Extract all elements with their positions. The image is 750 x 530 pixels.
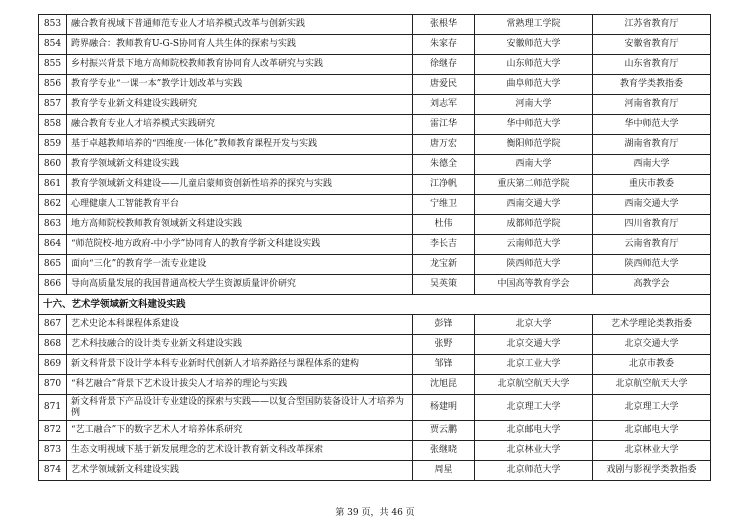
table-row xyxy=(39,335,711,355)
recommending-unit: 高教学会 xyxy=(593,275,711,295)
host-institution: 中国高等教育学会 xyxy=(475,275,593,295)
table-row xyxy=(39,461,711,481)
project-number: 872 xyxy=(39,421,67,441)
project-leader: 邹锋 xyxy=(413,355,475,375)
project-number: 861 xyxy=(39,175,67,195)
project-number: 859 xyxy=(39,135,67,155)
recommending-unit: 戏剧与影视学类教指委 xyxy=(593,461,711,481)
table-row xyxy=(39,195,711,215)
recommending-unit: 江苏省教育厅 xyxy=(593,15,711,35)
project-title: 教育学专业新文科建设实践研究 xyxy=(67,95,413,115)
project-title: 融合教育专业人才培养模式实践研究 xyxy=(67,115,413,135)
project-number: 856 xyxy=(39,75,67,95)
table-row xyxy=(39,135,711,155)
project-leader: 李长吉 xyxy=(413,235,475,255)
project-number: 854 xyxy=(39,35,67,55)
project-number: 865 xyxy=(39,255,67,275)
art-rows xyxy=(39,315,711,481)
project-number: 860 xyxy=(39,155,67,175)
section-heading-row xyxy=(39,295,711,315)
project-title: 艺术学领域新文科建设实践 xyxy=(67,461,413,481)
project-number: 855 xyxy=(39,55,67,75)
project-title: 新文科背景下产品设计专业建设的探索与实践——以复合型国防装备设计人才培养为例 xyxy=(67,395,413,421)
project-number: 863 xyxy=(39,215,67,235)
host-institution: 北京工业大学 xyxy=(475,355,593,375)
recommending-unit: 四川省教育厅 xyxy=(593,215,711,235)
table-row xyxy=(39,155,711,175)
project-number: 873 xyxy=(39,441,67,461)
project-leader: 江净帆 xyxy=(413,175,475,195)
project-number: 874 xyxy=(39,461,67,481)
recommending-unit: 艺术学理论类教指委 xyxy=(593,315,711,335)
project-title: 融合教育视域下普通师范专业人才培养模式改革与创新实践 xyxy=(67,15,413,35)
project-number: 870 xyxy=(39,375,67,395)
project-number: 867 xyxy=(39,315,67,335)
project-number: 857 xyxy=(39,95,67,115)
project-title: “艺工融合”下的数字艺术人才培养体系研究 xyxy=(67,421,413,441)
table-row xyxy=(39,421,711,441)
table-row xyxy=(39,355,711,375)
project-title: 心理健康人工智能教育平台 xyxy=(67,195,413,215)
table-row xyxy=(39,55,711,75)
project-leader: 杨建明 xyxy=(413,395,475,421)
project-leader: 雷江华 xyxy=(413,115,475,135)
recommending-unit: 教育学类教指委 xyxy=(593,75,711,95)
recommending-unit: 北京航空航天大学 xyxy=(593,375,711,395)
host-institution: 安徽师范大学 xyxy=(475,35,593,55)
table-row xyxy=(39,395,711,421)
host-institution: 北京理工大学 xyxy=(475,395,593,421)
section-16 xyxy=(39,295,711,315)
project-list-table xyxy=(38,14,711,481)
page-footer: 第 39 页，共 46 页 xyxy=(335,508,415,518)
table-row xyxy=(39,441,711,461)
project-leader: 张根华 xyxy=(413,15,475,35)
host-institution: 北京交通大学 xyxy=(475,335,593,355)
project-leader: 周星 xyxy=(413,461,475,481)
host-institution: 西南交通大学 xyxy=(475,195,593,215)
project-number: 858 xyxy=(39,115,67,135)
recommending-unit: 北京邮电大学 xyxy=(593,421,711,441)
recommending-unit: 北京市教委 xyxy=(593,355,711,375)
table-row xyxy=(39,315,711,335)
project-leader: 张继晓 xyxy=(413,441,475,461)
recommending-unit: 西南交通大学 xyxy=(593,195,711,215)
project-title: 艺术科技融合的设计类专业新文科建设实践 xyxy=(67,335,413,355)
project-leader: 唐爱民 xyxy=(413,75,475,95)
table-row xyxy=(39,35,711,55)
project-title: 地方高师院校教师教育领域新文科建设实践 xyxy=(67,215,413,235)
recommending-unit: 北京理工大学 xyxy=(593,395,711,421)
host-institution: 北京航空航天大学 xyxy=(475,375,593,395)
project-number: 853 xyxy=(39,15,67,35)
recommending-unit: 北京林业大学 xyxy=(593,441,711,461)
project-title: 导向高质量发展的我国普通高校大学生资源质量评价研究 xyxy=(67,275,413,295)
project-title: 教育学专业“一课一本”教学计划改革与实践 xyxy=(67,75,413,95)
host-institution: 北京林业大学 xyxy=(475,441,593,461)
table-row xyxy=(39,95,711,115)
table-row xyxy=(39,75,711,95)
recommending-unit: 陕西师范大学 xyxy=(593,255,711,275)
project-leader: 宁维卫 xyxy=(413,195,475,215)
project-number: 871 xyxy=(39,395,67,421)
project-leader: 彭锋 xyxy=(413,315,475,335)
project-leader: 沈旭昆 xyxy=(413,375,475,395)
host-institution: 山东师范大学 xyxy=(475,55,593,75)
recommending-unit: 北京交通大学 xyxy=(593,335,711,355)
project-number: 869 xyxy=(39,355,67,375)
host-institution: 北京大学 xyxy=(475,315,593,335)
host-institution: 曲阜师范大学 xyxy=(475,75,593,95)
table-row xyxy=(39,115,711,135)
project-leader: 朱德全 xyxy=(413,155,475,175)
project-title: 面向“三化”的教育学一流专业建设 xyxy=(67,255,413,275)
project-number: 864 xyxy=(39,235,67,255)
project-title: 乡村振兴背景下地方高师院校教师教育协同育人改革研究与实践 xyxy=(67,55,413,75)
project-leader: 张野 xyxy=(413,335,475,355)
section-title: 十六、艺术学领域新文科建设实践 xyxy=(39,295,711,315)
project-title: 新文科背景下设计学本科专业新时代创新人才培养路径与课程体系的建构 xyxy=(67,355,413,375)
host-institution: 云南师范大学 xyxy=(475,235,593,255)
project-leader: 徐继存 xyxy=(413,55,475,75)
project-leader: 龙宝新 xyxy=(413,255,475,275)
recommending-unit: 云南省教育厅 xyxy=(593,235,711,255)
project-title: 教育学领域新文科建设——儿童启蒙师资创新性培养的探究与实践 xyxy=(67,175,413,195)
project-leader: 刘志军 xyxy=(413,95,475,115)
project-title: 跨界融合：教师教育U-G-S协同育人共生体的探索与实践 xyxy=(67,35,413,55)
table-row xyxy=(39,215,711,235)
project-leader: 贾云鹏 xyxy=(413,421,475,441)
project-number: 868 xyxy=(39,335,67,355)
host-institution: 北京师范大学 xyxy=(475,461,593,481)
recommending-unit: 安徽省教育厅 xyxy=(593,35,711,55)
table-row xyxy=(39,275,711,295)
host-institution: 常熟理工学院 xyxy=(475,15,593,35)
project-leader: 杜伟 xyxy=(413,215,475,235)
recommending-unit: 华中师范大学 xyxy=(593,115,711,135)
recommending-unit: 重庆市教委 xyxy=(593,175,711,195)
table-row xyxy=(39,375,711,395)
host-institution: 重庆第二师范学院 xyxy=(475,175,593,195)
education-rows xyxy=(39,15,711,295)
project-leader: 朱家存 xyxy=(413,35,475,55)
host-institution: 西南大学 xyxy=(475,155,593,175)
recommending-unit: 河南省教育厅 xyxy=(593,95,711,115)
project-title: 艺术史论本科课程体系建设 xyxy=(67,315,413,335)
host-institution: 陕西师范大学 xyxy=(475,255,593,275)
host-institution: 华中师范大学 xyxy=(475,115,593,135)
recommending-unit: 湖南省教育厅 xyxy=(593,135,711,155)
recommending-unit: 西南大学 xyxy=(593,155,711,175)
project-number: 866 xyxy=(39,275,67,295)
project-leader: 吴英策 xyxy=(413,275,475,295)
project-title: 教育学领域新文科建设实践 xyxy=(67,155,413,175)
project-title: 生态文明视域下基于新发展理念的艺术设计教育新文科改革探索 xyxy=(67,441,413,461)
project-number: 862 xyxy=(39,195,67,215)
project-title: “师范院校-地方政府-中小学”协同育人的教育学新文科建设实践 xyxy=(67,235,413,255)
table-row xyxy=(39,255,711,275)
host-institution: 衡阳师范学院 xyxy=(475,135,593,155)
project-leader: 唐万宏 xyxy=(413,135,475,155)
project-title: “科艺融合”背景下艺术设计拔尖人才培养的理论与实践 xyxy=(67,375,413,395)
host-institution: 河南大学 xyxy=(475,95,593,115)
host-institution: 成都师范学院 xyxy=(475,215,593,235)
host-institution: 北京邮电大学 xyxy=(475,421,593,441)
table-row xyxy=(39,15,711,35)
project-title: 基于卓越教师培养的“四维度·一体化”教师教育课程开发与实践 xyxy=(67,135,413,155)
recommending-unit: 山东省教育厅 xyxy=(593,55,711,75)
table-row xyxy=(39,175,711,195)
table-row xyxy=(39,235,711,255)
